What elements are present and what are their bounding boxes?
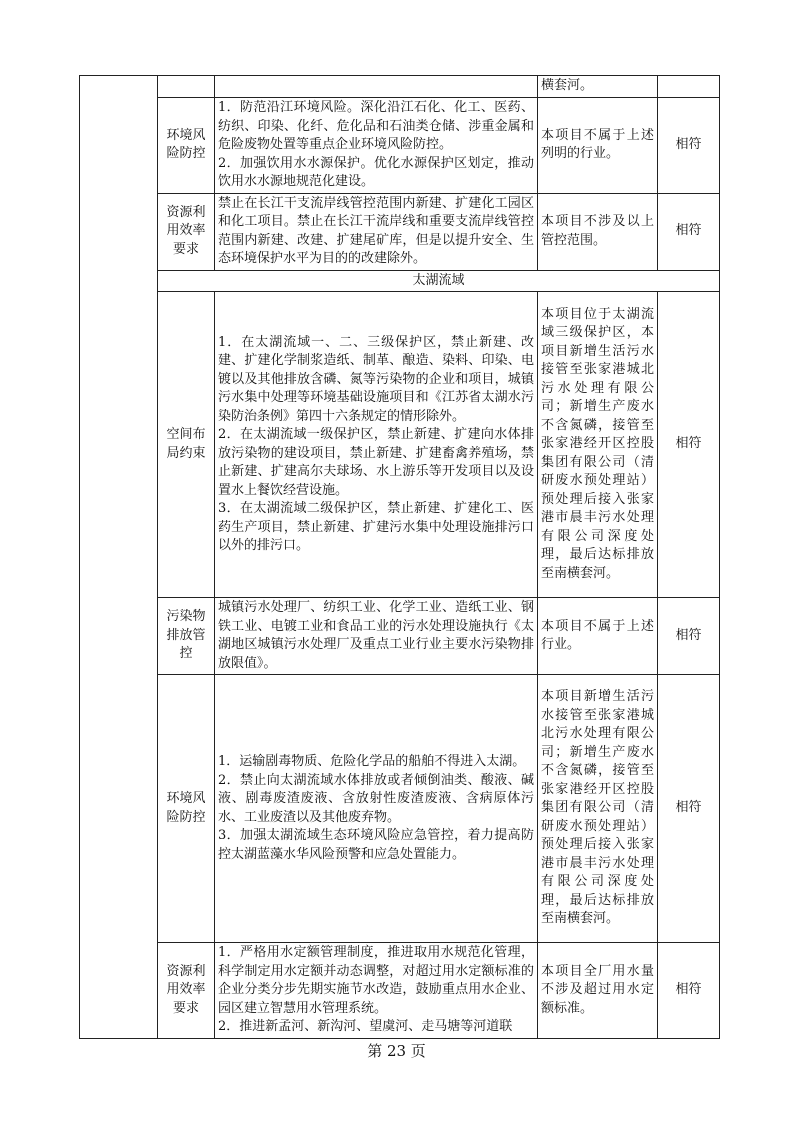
requirement-cell xyxy=(215,76,538,98)
category-cell: 污染物排放管控 xyxy=(158,598,215,675)
result-cell: 相符 xyxy=(658,943,720,1039)
requirement-item: 2．推进新孟河、新沟河、望虞河、走马塘等河道联 xyxy=(218,1019,513,1034)
compliance-table xyxy=(79,75,720,1039)
table-row xyxy=(80,675,720,943)
requirement-cell xyxy=(215,98,538,194)
requirement-cell xyxy=(215,675,538,943)
category-cell: 环境风险防控 xyxy=(158,675,215,943)
requirement-item: 1．在太湖流域一、二、三级保护区，禁止新建、改建、扩建化学制浆造纸、制革、酿造、染料、印染、电镀以及其他排放含磷、氮等污染物的企业和项目，城镇污水集中处理等环境基础设施项目和《江苏省太湖水污染防治条例》第四十六条规定的情形除外。 xyxy=(218,334,534,424)
requirement-item: 3．在太湖流域二级保护区，禁止新建、扩建化工、医药生产项目，禁止新建、扩建污水集中处理设施排污口以外的排污口。 xyxy=(218,501,534,553)
category-cell xyxy=(158,76,215,98)
requirement-item: 城镇污水处理厂、纺织工业、化学工业、造纸工业、钢铁工业、电镀工业和食品工业的污水处理设施执行《太湖地区城镇污水处理厂及重点工业行业主要水污染物排放限值》。 xyxy=(218,600,534,671)
requirement-item: 1．防范沿江环境风险。深化沿江石化、化工、医药、纺织、印染、化纤、危化品和石油类仓储、涉重金属和危险废物处置等重点企业环境风险防控。 xyxy=(218,100,534,152)
result-cell xyxy=(658,76,720,98)
analysis-cell: 本项目不属于上述行业。 xyxy=(538,598,658,675)
analysis-cell: 本项目全厂用水量不涉及超过用水定额标准。 xyxy=(538,943,658,1039)
analysis-cell: 本项目新增生活污水接管至张家港城北污水处理有限公司；新增生产废水不含氮磷，接管至张家港经开区控股集团有限公司（清研废水预处理站）预处理后接入张家港市晨丰污水处理有限公司深度处理，最后达标排放至南横套河。 xyxy=(538,675,658,943)
requirement-item: 3．加强太湖流域生态环境风险应急管控，着力提高防控太湖蓝藻水华风险预警和应急处置能力。 xyxy=(218,828,534,862)
table-row xyxy=(80,76,720,98)
result-cell: 相符 xyxy=(658,98,720,194)
requirement-item: 1．严格用水定额管理制度，推进取用水规范化管理，科学制定用水定额并动态调整，对超过用水定额标准的企业分类分步先期实施节水改造，鼓励重点用水企业、园区建立智慧用水管理系统。 xyxy=(218,945,534,1016)
analysis-cell: 本项目不涉及以上管控范围。 xyxy=(538,193,658,270)
requirement-cell xyxy=(215,292,538,598)
table-row xyxy=(80,193,720,270)
result-cell: 相符 xyxy=(658,598,720,675)
table-row xyxy=(80,292,720,598)
result-cell: 相符 xyxy=(658,675,720,943)
analysis-cell: 本项目不属于上述列明的行业。 xyxy=(538,98,658,194)
result-cell: 相符 xyxy=(658,292,720,598)
requirement-cell xyxy=(215,598,538,675)
requirement-item: 2．在太湖流域一级保护区，禁止新建、扩建向水体排放污染物的建设项目，禁止新建、扩建畜禽养殖场，禁止新建、扩建高尔夫球场、水上游乐等开发项目以及设置水上餐饮经营设施。 xyxy=(218,427,534,498)
table-row xyxy=(80,270,720,292)
table-row xyxy=(80,98,720,194)
category-cell: 资源利用效率要求 xyxy=(158,193,215,270)
requirement-cell xyxy=(215,193,538,270)
requirement-item: 禁止在长江干支流岸线管控范围内新建、扩建化工园区和化工项目。禁止在长江干流岸线和重要支流岸线管控范围内新建、改建、扩建尾矿库，但是以提升安全、生态环境保护水平为目的的改建除外。 xyxy=(218,195,534,266)
requirement-item: 1．运输剧毒物质、危险化学品的船舶不得进入太湖。 xyxy=(218,754,526,769)
table-row xyxy=(80,943,720,1039)
category-cell: 空间布局约束 xyxy=(158,292,215,598)
section-header: 太湖流域 xyxy=(158,270,720,292)
category-cell: 资源利用效率要求 xyxy=(158,943,215,1039)
requirement-item: 2．禁止向太湖流域水体排放或者倾倒油类、酸液、碱液、剧毒废渣废液、含放射性废渣废液、含病原体污水、工业废渣以及其他废弃物。 xyxy=(218,772,534,825)
outer-category-cell xyxy=(80,76,158,1039)
category-cell: 环境风险防控 xyxy=(158,98,215,194)
analysis-cell: 本项目位于太湖流域三级保护区，本项目新增生活污水接管至张家港城北污水处理有限公司；新增生产废水不含氮磷，接管至张家港经开区控股集团有限公司（清研废水预处理站）预处理后接入张家港市晨丰污水处理有限公司深度处理，最后达标排放至南横套河。 xyxy=(538,292,658,598)
result-cell: 相符 xyxy=(658,193,720,270)
table-row xyxy=(80,598,720,675)
requirement-cell xyxy=(215,943,538,1039)
page-number: 第 23 页 xyxy=(367,1042,426,1060)
requirement-item: 2．加强饮用水水源保护。优化水源保护区划定，推动饮用水水源地规范化建设。 xyxy=(218,155,534,189)
analysis-cell: 横套河。 xyxy=(538,76,658,98)
